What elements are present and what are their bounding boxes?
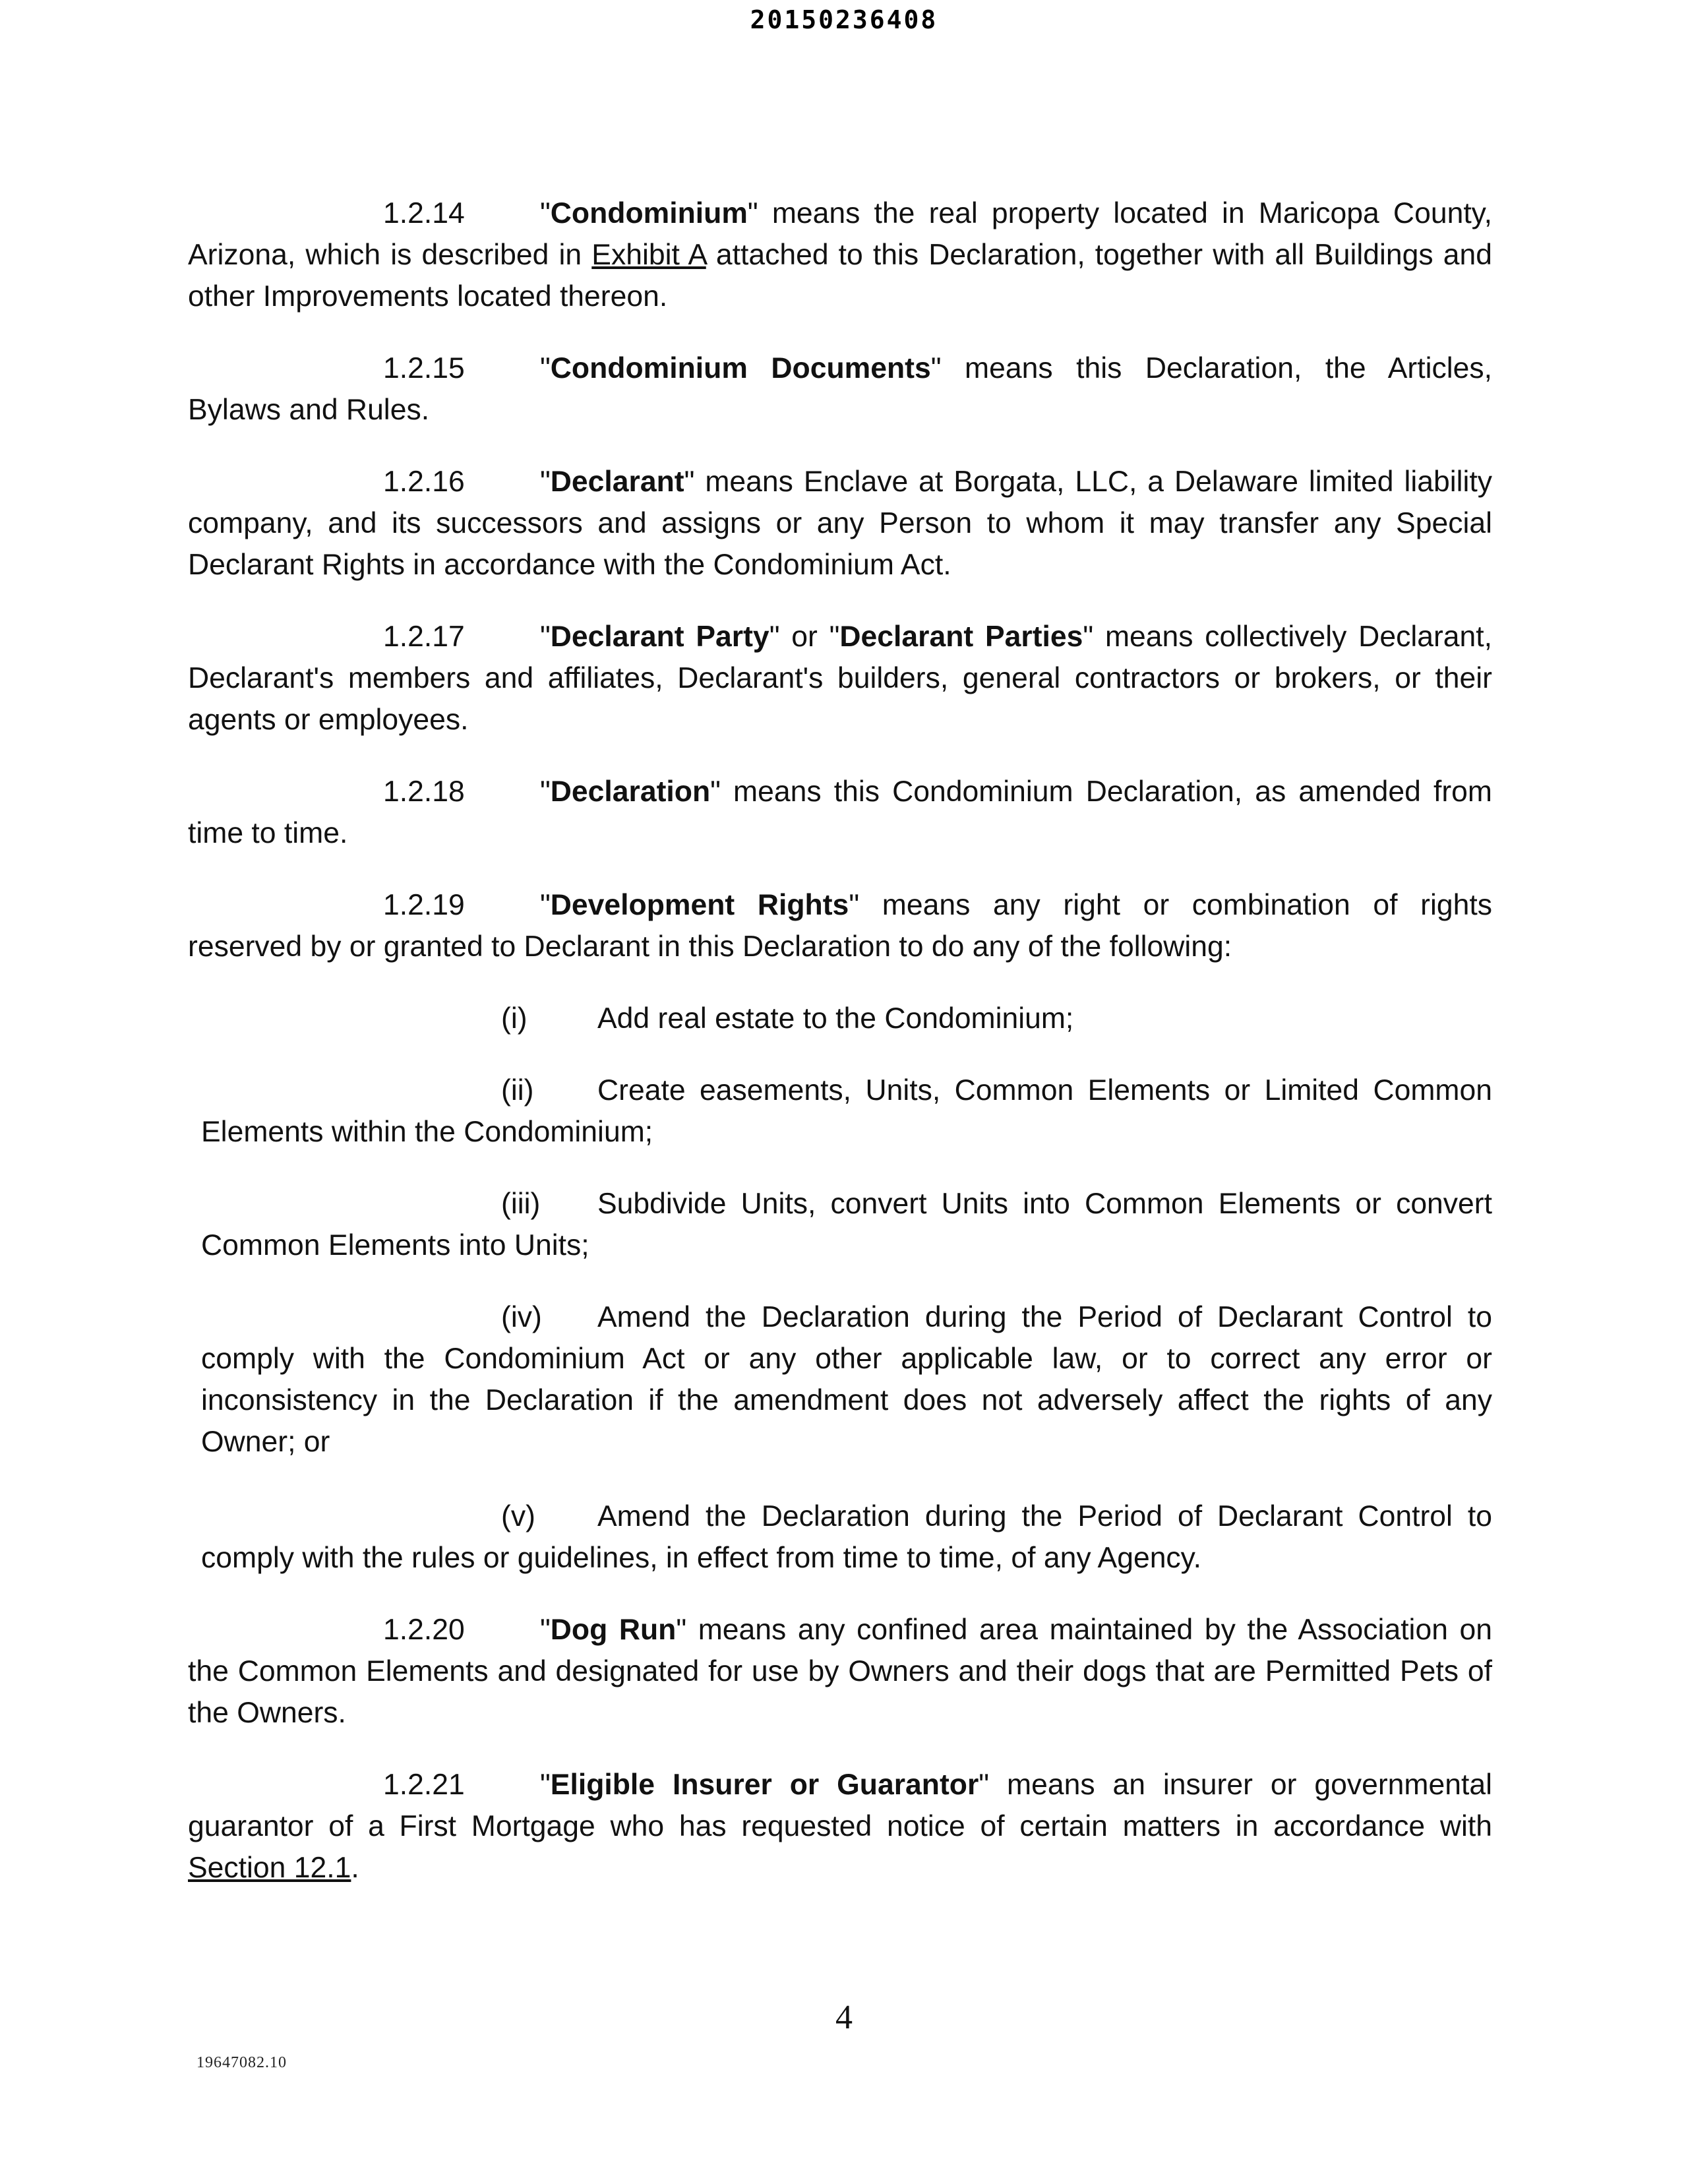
document-body bbox=[188, 193, 1492, 1889]
section-number: 1.2.14 bbox=[383, 197, 465, 229]
development-right-iii: (iii) Subdivide Units, convert Units into Common Elements or convert Common Elements into Units; bbox=[188, 1183, 1492, 1266]
defined-term: Condominium bbox=[550, 197, 748, 229]
development-right-v: (v) Amend the Declaration during the Period of Declarant Control to comply with the rules or guidelines, in effect from time to time, of any Agency. bbox=[188, 1496, 1492, 1579]
defined-term: Declaration bbox=[550, 775, 711, 808]
defined-term: Eligible Insurer or Guarantor bbox=[550, 1769, 979, 1801]
defined-term: Condominium Documents bbox=[550, 352, 931, 384]
definition-1-2-16: 1.2.16 "Declarant" means Enclave at Borgata, LLC, a Delaware limited liability company, and its successors and assigns or any Person to whom it may transfer any Special Declarant Rights in accordance with the Condominium Act. bbox=[188, 461, 1492, 586]
defined-term: Development Rights bbox=[550, 889, 849, 921]
exhibit-a-reference: Exhibit A bbox=[591, 239, 706, 271]
defined-term: Declarant bbox=[550, 466, 684, 498]
definition-1-2-21: 1.2.21 "Eligible Insurer or Guarantor" means an insurer or governmental guarantor of a First Mortgage who has requested notice of certain matters in accordance with Section 12.1. bbox=[188, 1764, 1492, 1889]
defined-term: Dog Run bbox=[550, 1614, 677, 1646]
definition-1-2-17: 1.2.17 "Declarant Party" or "Declarant Parties" means collectively Declarant, Declarant's members and affiliates, Declarant's builders, general contractors or brokers, or their agents or employees. bbox=[188, 616, 1492, 741]
definition-1-2-15: 1.2.15 "Condominium Documents" means this Declaration, the Articles, Bylaws and Rules. bbox=[188, 348, 1492, 431]
definition-1-2-20: 1.2.20 "Dog Run" means any confined area maintained by the Association on the Common Elements and designated for use by Owners and their dogs that are Permitted Pets of the Owners. bbox=[188, 1609, 1492, 1734]
recording-number: 20150236408 bbox=[750, 5, 938, 34]
defined-term: Declarant Party bbox=[550, 621, 769, 653]
item-number: (iii) bbox=[501, 1188, 541, 1220]
section-number: 1.2.19 bbox=[383, 889, 465, 921]
item-number: (ii) bbox=[501, 1074, 534, 1107]
definition-1-2-18: 1.2.18 "Declaration" means this Condominium Declaration, as amended from time to time. bbox=[188, 771, 1492, 854]
section-number: 1.2.15 bbox=[383, 352, 465, 384]
defined-term-2: Declarant Parties bbox=[839, 621, 1083, 653]
section-12-1-reference: Section 12.1 bbox=[188, 1852, 351, 1884]
section-number: 1.2.17 bbox=[383, 621, 465, 653]
section-number: 1.2.20 bbox=[383, 1614, 465, 1646]
document-id: 19647082.10 bbox=[196, 2054, 287, 2071]
page-number: 4 bbox=[835, 1999, 853, 2036]
definition-1-2-19: 1.2.19 "Development Rights" means any right or combination of rights reserved by or granted to Declarant in this Declaration to do any of the following: bbox=[188, 884, 1492, 967]
item-number: (iv) bbox=[501, 1301, 542, 1333]
item-number: (v) bbox=[501, 1500, 535, 1532]
section-number: 1.2.18 bbox=[383, 775, 465, 808]
development-right-i: (i) Add real estate to the Condominium; bbox=[188, 998, 1492, 1039]
section-number: 1.2.16 bbox=[383, 466, 465, 498]
development-right-iv: (iv) Amend the Declaration during the Period of Declarant Control to comply with the Condominium Act or any other applicable law, or to correct any error or inconsistency in the Declaration if the amendment does not adversely affect the rights of any Owner; or bbox=[188, 1296, 1492, 1463]
item-number: (i) bbox=[501, 1002, 528, 1035]
section-number: 1.2.21 bbox=[383, 1769, 465, 1801]
development-right-ii: (ii) Create easements, Units, Common Elements or Limited Common Elements within the Condominium; bbox=[188, 1070, 1492, 1153]
definition-1-2-14: 1.2.14 "Condominium" means the real property located in Maricopa County, Arizona, which is described in Exhibit A attached to this Declaration, together with all Buildings and other Improvements located thereon. bbox=[188, 193, 1492, 317]
